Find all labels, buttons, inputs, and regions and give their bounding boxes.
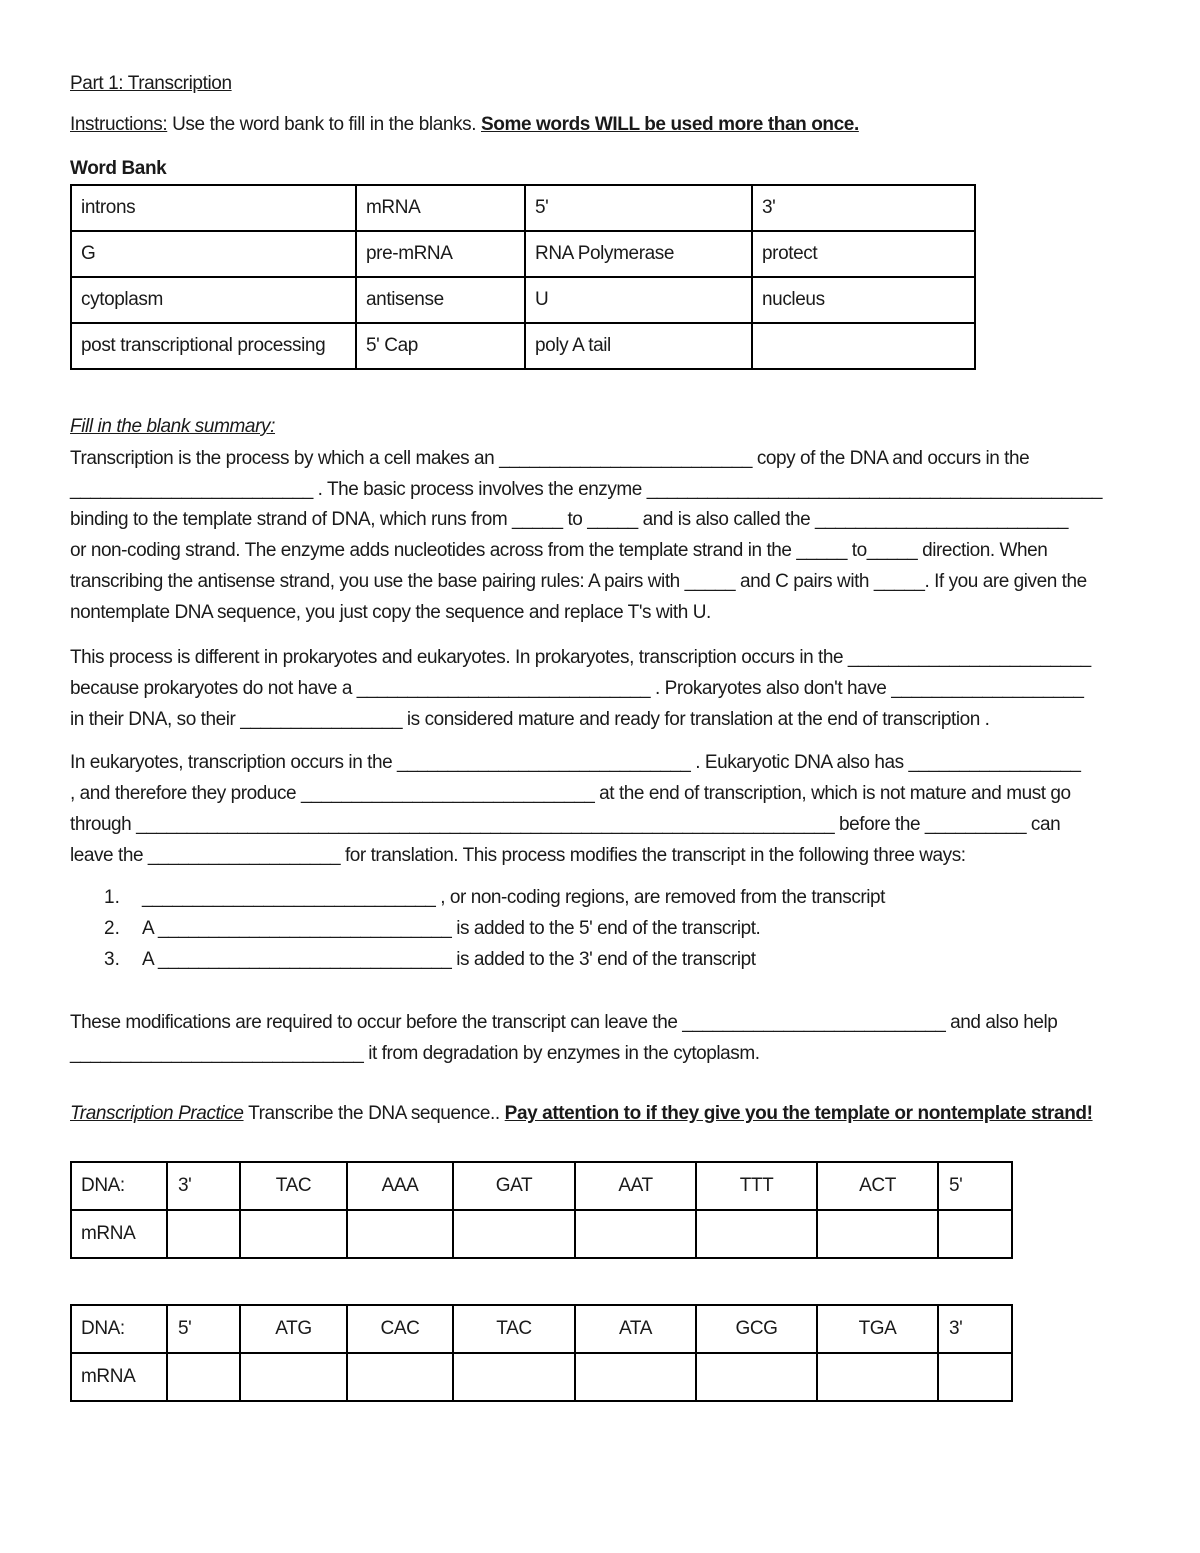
strand-end-label: 3' [938, 1305, 1012, 1353]
dna-row [71, 1162, 1012, 1210]
mrna-answer-cell[interactable] [575, 1353, 696, 1401]
mrna-answer-cell[interactable] [575, 1210, 696, 1258]
instructions-label: Instructions: [70, 114, 168, 135]
word-bank-cell: U [525, 277, 752, 323]
word-bank-cell [752, 323, 975, 369]
word-bank-cell: G [71, 231, 356, 277]
word-bank-cell: nucleus [752, 277, 975, 323]
dna-table [70, 1161, 1013, 1259]
word-bank-row [71, 323, 975, 369]
word-bank-row [71, 231, 975, 277]
list-item: A _____________________________ is added to the 3' end of the transcript [142, 949, 756, 970]
strand-end-label: 5' [938, 1162, 1012, 1210]
instructions-emphasis: Some words WILL be used more than once. [481, 114, 859, 135]
word-bank-cell: introns [71, 185, 356, 231]
instructions-text: Use the word bank to fill in the blanks. [167, 114, 481, 135]
mrna-answer-cell[interactable] [240, 1210, 347, 1258]
word-bank-table [70, 184, 976, 370]
word-bank-title: Word Bank [70, 158, 167, 179]
mrna-label: mRNA [71, 1210, 167, 1258]
dna-row [71, 1305, 1012, 1353]
mrna-label: mRNA [71, 1353, 167, 1401]
list-number: 3. [104, 949, 120, 970]
summary-line: transcribing the antisense strand, you use the base pairing rules: A pairs with _____ and C pairs with _____. If you are given the [70, 571, 1087, 592]
strand-end-label: 5' [167, 1305, 240, 1353]
mrna-answer-cell[interactable] [938, 1353, 1012, 1401]
part-title: Part 1: Transcription [70, 73, 232, 94]
codon-cell: ACT [817, 1162, 938, 1210]
summary-line: These modifications are required to occur before the transcript can leave the __________________________ and also help [70, 1012, 1058, 1033]
codon-cell: TGA [817, 1305, 938, 1353]
list-number: 2. [104, 918, 120, 939]
codon-cell: GCG [696, 1305, 817, 1353]
word-bank-row [71, 185, 975, 231]
mrna-row [71, 1353, 1012, 1401]
list-item: A _____________________________ is added to the 5' end of the transcript. [142, 918, 761, 939]
word-bank-cell: post transcriptional processing [71, 323, 356, 369]
word-bank-row [71, 277, 975, 323]
summary-line: because prokaryotes do not have a _____________________________ . Prokaryotes also don't have ___________________ [70, 678, 1084, 699]
codon-cell: AAT [575, 1162, 696, 1210]
summary-line: in their DNA, so their ________________ is considered mature and ready for translation at the end of transcription . [70, 709, 990, 730]
word-bank-cell: 5' [525, 185, 752, 231]
mrna-answer-cell[interactable] [347, 1210, 453, 1258]
mrna-answer-cell[interactable] [453, 1210, 575, 1258]
word-bank-cell: 3' [752, 185, 975, 231]
practice-text: Transcribe the DNA sequence.. [243, 1103, 505, 1124]
mrna-answer-cell[interactable] [938, 1210, 1012, 1258]
mrna-answer-cell[interactable] [696, 1353, 817, 1401]
summary-line: Transcription is the process by which a cell makes an _________________________ copy of the DNA and occurs in the [70, 448, 1030, 469]
summary-heading: Fill in the blank summary: [70, 416, 276, 437]
instructions [70, 114, 859, 136]
summary-line: In eukaryotes, transcription occurs in the _____________________________ . Eukaryotic DNA also has _________________ [70, 752, 1081, 773]
word-bank-cell: protect [752, 231, 975, 277]
mrna-answer-cell[interactable] [453, 1353, 575, 1401]
mrna-answer-cell[interactable] [240, 1353, 347, 1401]
practice-heading: Transcription Practice [70, 1103, 244, 1124]
word-bank-cell: pre-mRNA [356, 231, 525, 277]
summary-line: _____________________________ it from degradation by enzymes in the cytoplasm. [70, 1043, 760, 1064]
summary-line: ________________________ . The basic process involves the enzyme _____________________________________________ [70, 479, 1102, 500]
codon-cell: GAT [453, 1162, 575, 1210]
summary-line: nontemplate DNA sequence, you just copy the sequence and replace T's with U. [70, 602, 711, 623]
codon-cell: AAA [347, 1162, 453, 1210]
mrna-answer-cell[interactable] [817, 1353, 938, 1401]
word-bank-cell: 5' Cap [356, 323, 525, 369]
mrna-answer-cell[interactable] [696, 1210, 817, 1258]
summary-line: or non-coding strand. The enzyme adds nucleotides across from the template strand in the _____ to_____ direction. When [70, 540, 1048, 561]
summary-line: leave the ___________________ for translation. This process modifies the transcript in the following three ways: [70, 845, 966, 866]
word-bank-cell: cytoplasm [71, 277, 356, 323]
list-number: 1. [104, 887, 120, 908]
mrna-row [71, 1210, 1012, 1258]
word-bank-cell: poly A tail [525, 323, 752, 369]
word-bank-cell: RNA Polymerase [525, 231, 752, 277]
codon-cell: TAC [453, 1305, 575, 1353]
word-bank-cell: antisense [356, 277, 525, 323]
practice-emphasis: Pay attention to if they give you the template or nontemplate strand! [504, 1103, 1093, 1124]
dna-table [70, 1304, 1013, 1402]
summary-line: binding to the template strand of DNA, which runs from _____ to _____ and is also called the _________________________ [70, 509, 1068, 530]
mrna-answer-cell[interactable] [167, 1210, 240, 1258]
codon-cell: CAC [347, 1305, 453, 1353]
practice-instructions [70, 1103, 1093, 1125]
strand-end-label: 3' [167, 1162, 240, 1210]
summary-line: This process is different in prokaryotes and eukaryotes. In prokaryotes, transcription occurs in the ________________________ [70, 647, 1091, 668]
summary-line: , and therefore they produce _____________________________ at the end of transcription, which is not mature and must go [70, 783, 1071, 804]
mrna-answer-cell[interactable] [817, 1210, 938, 1258]
list-item: _____________________________ , or non-coding regions, are removed from the transcript [142, 887, 885, 908]
mrna-answer-cell[interactable] [167, 1353, 240, 1401]
dna-label: DNA: [71, 1162, 167, 1210]
codon-cell: ATG [240, 1305, 347, 1353]
dna-label: DNA: [71, 1305, 167, 1353]
word-bank-cell: mRNA [356, 185, 525, 231]
summary-line: through _____________________________________________________________________ before the __________ can [70, 814, 1061, 835]
codon-cell: TTT [696, 1162, 817, 1210]
codon-cell: TAC [240, 1162, 347, 1210]
codon-cell: ATA [575, 1305, 696, 1353]
mrna-answer-cell[interactable] [347, 1353, 453, 1401]
